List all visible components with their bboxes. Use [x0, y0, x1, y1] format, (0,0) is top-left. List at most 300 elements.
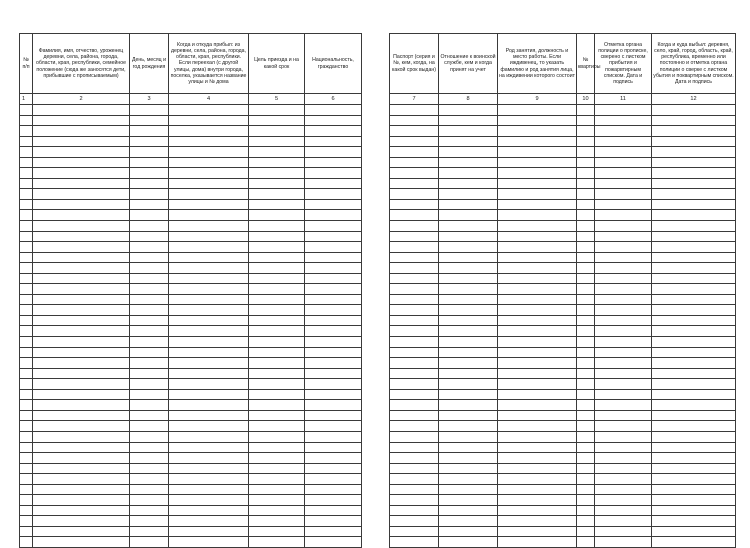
entry-cell: [390, 252, 439, 263]
entry-cell: [20, 358, 33, 369]
left-entry-row: [20, 379, 362, 390]
entry-cell: [577, 263, 595, 274]
entry-cell: [498, 210, 577, 221]
entry-cell: [439, 410, 498, 421]
entry-cell: [498, 526, 577, 537]
entry-cell: [169, 231, 249, 242]
entry-cell: [169, 463, 249, 474]
entry-cell: [130, 442, 169, 453]
entry-cell: [652, 442, 736, 453]
entry-cell: [20, 210, 33, 221]
entry-cell: [390, 210, 439, 221]
right-entry-row: [390, 326, 736, 337]
entry-cell: [33, 115, 130, 126]
entry-cell: [577, 115, 595, 126]
entry-cell: [33, 495, 130, 506]
left-entry-row: [20, 315, 362, 326]
entry-cell: [169, 379, 249, 390]
entry-cell: [33, 368, 130, 379]
entry-cell: [595, 516, 652, 527]
entry-cell: [130, 284, 169, 295]
entry-cell: [390, 168, 439, 179]
left-entry-row: [20, 294, 362, 305]
entry-cell: [249, 136, 305, 147]
entry-cell: [249, 210, 305, 221]
right-entry-row: [390, 210, 736, 221]
entry-cell: [130, 221, 169, 232]
entry-cell: [33, 263, 130, 274]
entry-cell: [305, 189, 362, 200]
entry-cell: [33, 474, 130, 485]
entry-cell: [249, 410, 305, 421]
entry-cell: [498, 347, 577, 358]
entry-cell: [498, 410, 577, 421]
right-entry-row: [390, 315, 736, 326]
right-entry-row: [390, 442, 736, 453]
entry-cell: [305, 168, 362, 179]
entry-cell: [169, 157, 249, 168]
entry-cell: [390, 263, 439, 274]
entry-cell: [577, 273, 595, 284]
entry-cell: [595, 379, 652, 390]
entry-cell: [390, 400, 439, 411]
entry-cell: [439, 400, 498, 411]
entry-cell: [652, 431, 736, 442]
entry-cell: [130, 537, 169, 548]
right-entry-row: [390, 337, 736, 348]
entry-cell: [20, 537, 33, 548]
entry-cell: [577, 431, 595, 442]
entry-cell: [33, 305, 130, 316]
entry-cell: [20, 294, 33, 305]
entry-cell: [169, 189, 249, 200]
column-number: 9: [498, 94, 577, 105]
entry-cell: [577, 474, 595, 485]
entry-cell: [130, 147, 169, 158]
entry-cell: [33, 157, 130, 168]
entry-cell: [169, 199, 249, 210]
entry-cell: [577, 105, 595, 116]
right-entry-row: [390, 389, 736, 400]
entry-cell: [390, 537, 439, 548]
entry-cell: [305, 284, 362, 295]
entry-cell: [577, 410, 595, 421]
entry-cell: [169, 252, 249, 263]
entry-cell: [20, 400, 33, 411]
right-entry-row: [390, 242, 736, 253]
right-entry-row: [390, 294, 736, 305]
entry-cell: [652, 221, 736, 232]
left-entry-row: [20, 495, 362, 506]
entry-cell: [305, 368, 362, 379]
header-passport: Паспорт (серия и №, кем, когда, на какой срок выдан): [390, 34, 439, 94]
entry-cell: [169, 421, 249, 432]
entry-cell: [595, 199, 652, 210]
entry-cell: [20, 242, 33, 253]
entry-cell: [249, 358, 305, 369]
right-column-number-row: [390, 94, 736, 105]
entry-cell: [652, 136, 736, 147]
entry-cell: [33, 126, 130, 137]
right-entry-row: [390, 379, 736, 390]
entry-cell: [390, 421, 439, 432]
entry-cell: [577, 358, 595, 369]
entry-cell: [498, 157, 577, 168]
entry-cell: [595, 442, 652, 453]
entry-cell: [498, 189, 577, 200]
entry-cell: [439, 231, 498, 242]
entry-cell: [498, 379, 577, 390]
entry-cell: [33, 294, 130, 305]
entry-cell: [652, 115, 736, 126]
entry-cell: [652, 389, 736, 400]
entry-cell: [652, 147, 736, 158]
entry-cell: [130, 157, 169, 168]
entry-cell: [20, 389, 33, 400]
entry-cell: [652, 337, 736, 348]
entry-cell: [652, 252, 736, 263]
entry-cell: [33, 505, 130, 516]
entry-cell: [439, 505, 498, 516]
entry-cell: [169, 537, 249, 548]
entry-cell: [169, 347, 249, 358]
entry-cell: [595, 147, 652, 158]
entry-cell: [498, 453, 577, 464]
entry-cell: [595, 495, 652, 506]
entry-cell: [390, 453, 439, 464]
entry-cell: [439, 326, 498, 337]
left-column-number-row: [20, 94, 362, 105]
entry-cell: [33, 199, 130, 210]
entry-cell: [249, 379, 305, 390]
entry-cell: [577, 294, 595, 305]
entry-cell: [439, 474, 498, 485]
entry-cell: [20, 368, 33, 379]
left-entry-row: [20, 368, 362, 379]
entry-cell: [439, 389, 498, 400]
entry-cell: [169, 389, 249, 400]
entry-cell: [20, 199, 33, 210]
entry-cell: [577, 242, 595, 253]
entry-cell: [577, 505, 595, 516]
entry-cell: [652, 347, 736, 358]
entry-cell: [33, 431, 130, 442]
entry-cell: [390, 495, 439, 506]
entry-cell: [390, 516, 439, 527]
entry-cell: [595, 305, 652, 316]
entry-cell: [652, 410, 736, 421]
entry-cell: [652, 368, 736, 379]
entry-cell: [169, 263, 249, 274]
entry-cell: [130, 326, 169, 337]
entry-cell: [439, 178, 498, 189]
entry-cell: [577, 516, 595, 527]
entry-cell: [249, 526, 305, 537]
entry-cell: [390, 115, 439, 126]
entry-cell: [20, 315, 33, 326]
left-entry-row: [20, 431, 362, 442]
right-entry-row: [390, 463, 736, 474]
left-entry-row: [20, 516, 362, 527]
entry-cell: [169, 453, 249, 464]
entry-cell: [130, 421, 169, 432]
header-occupation: Род занятия, должность и место работы. Если иждивенец, то указать фамилию и род занятия лица, на иждивении которого состоит: [498, 34, 577, 94]
entry-cell: [169, 273, 249, 284]
entry-cell: [249, 115, 305, 126]
entry-cell: [577, 210, 595, 221]
entry-cell: [595, 105, 652, 116]
entry-cell: [498, 294, 577, 305]
entry-cell: [595, 526, 652, 537]
left-entry-row: [20, 178, 362, 189]
entry-cell: [20, 505, 33, 516]
left-entry-row: [20, 210, 362, 221]
entry-cell: [130, 453, 169, 464]
entry-cell: [577, 379, 595, 390]
entry-cell: [305, 463, 362, 474]
entry-cell: [577, 168, 595, 179]
entry-cell: [390, 199, 439, 210]
entry-cell: [652, 463, 736, 474]
entry-cell: [20, 484, 33, 495]
entry-cell: [33, 516, 130, 527]
entry-cell: [33, 136, 130, 147]
entry-cell: [249, 126, 305, 137]
entry-cell: [249, 453, 305, 464]
entry-cell: [249, 305, 305, 316]
entry-cell: [249, 484, 305, 495]
entry-cell: [498, 474, 577, 485]
right-entry-row: [390, 105, 736, 116]
entry-cell: [577, 284, 595, 295]
entry-cell: [595, 136, 652, 147]
entry-cell: [249, 337, 305, 348]
entry-cell: [652, 178, 736, 189]
entry-cell: [20, 136, 33, 147]
entry-cell: [130, 347, 169, 358]
right-entry-row: [390, 358, 736, 369]
entry-cell: [439, 453, 498, 464]
entry-cell: [652, 516, 736, 527]
entry-cell: [169, 210, 249, 221]
entry-cell: [33, 337, 130, 348]
entry-cell: [305, 210, 362, 221]
right-entry-row: [390, 400, 736, 411]
entry-cell: [498, 263, 577, 274]
entry-cell: [577, 347, 595, 358]
entry-cell: [130, 484, 169, 495]
entry-cell: [33, 210, 130, 221]
entry-cell: [577, 221, 595, 232]
entry-cell: [169, 431, 249, 442]
entry-cell: [305, 315, 362, 326]
entry-cell: [439, 126, 498, 137]
entry-cell: [33, 168, 130, 179]
entry-cell: [33, 484, 130, 495]
entry-cell: [439, 210, 498, 221]
entry-cell: [305, 273, 362, 284]
entry-cell: [305, 379, 362, 390]
entry-cell: [20, 516, 33, 527]
entry-cell: [169, 526, 249, 537]
entry-cell: [652, 157, 736, 168]
entry-cell: [652, 526, 736, 537]
entry-cell: [390, 431, 439, 442]
entry-cell: [577, 537, 595, 548]
entry-cell: [439, 105, 498, 116]
entry-cell: [20, 147, 33, 158]
entry-cell: [439, 115, 498, 126]
entry-cell: [305, 389, 362, 400]
entry-cell: [577, 484, 595, 495]
right-entry-row: [390, 221, 736, 232]
left-entry-row: [20, 273, 362, 284]
entry-cell: [652, 284, 736, 295]
entry-cell: [169, 516, 249, 527]
entry-cell: [595, 358, 652, 369]
entry-cell: [390, 337, 439, 348]
entry-cell: [652, 126, 736, 137]
entry-cell: [439, 189, 498, 200]
header-arrival-from: Когда и откуда прибыл: из деревни, села, района, города, области, края, республики. Если переехал (с другой улицы, дома) внутри города, поселка, указывается название улицы и № дома: [169, 34, 249, 94]
left-register-page: [19, 33, 361, 548]
entry-cell: [305, 410, 362, 421]
entry-cell: [595, 263, 652, 274]
entry-cell: [249, 147, 305, 158]
column-number: 12: [652, 94, 736, 105]
entry-cell: [595, 284, 652, 295]
entry-cell: [390, 136, 439, 147]
entry-cell: [20, 379, 33, 390]
left-entry-row: [20, 484, 362, 495]
entry-cell: [169, 400, 249, 411]
entry-cell: [169, 242, 249, 253]
right-entry-row: [390, 453, 736, 464]
left-entry-row: [20, 505, 362, 516]
entry-cell: [439, 263, 498, 274]
left-entry-row: [20, 157, 362, 168]
entry-cell: [595, 410, 652, 421]
entry-cell: [390, 178, 439, 189]
entry-cell: [390, 442, 439, 453]
left-entry-row: [20, 421, 362, 432]
entry-cell: [249, 199, 305, 210]
entry-cell: [20, 284, 33, 295]
entry-cell: [439, 157, 498, 168]
entry-cell: [498, 400, 577, 411]
entry-cell: [33, 189, 130, 200]
entry-cell: [498, 147, 577, 158]
entry-cell: [595, 400, 652, 411]
entry-cell: [305, 484, 362, 495]
entry-cell: [305, 263, 362, 274]
entry-cell: [130, 126, 169, 137]
left-entry-row: [20, 126, 362, 137]
entry-cell: [577, 252, 595, 263]
entry-cell: [33, 379, 130, 390]
left-entry-row: [20, 199, 362, 210]
entry-cell: [33, 231, 130, 242]
entry-cell: [33, 273, 130, 284]
entry-cell: [577, 421, 595, 432]
entry-cell: [130, 474, 169, 485]
right-entry-row: [390, 368, 736, 379]
entry-cell: [130, 315, 169, 326]
entry-cell: [652, 210, 736, 221]
entry-cell: [130, 358, 169, 369]
entry-cell: [595, 347, 652, 358]
entry-cell: [33, 389, 130, 400]
entry-cell: [595, 421, 652, 432]
entry-cell: [249, 242, 305, 253]
entry-cell: [130, 231, 169, 242]
entry-cell: [577, 157, 595, 168]
entry-cell: [439, 421, 498, 432]
entry-cell: [390, 474, 439, 485]
entry-cell: [130, 168, 169, 179]
entry-cell: [20, 263, 33, 274]
entry-cell: [595, 315, 652, 326]
entry-cell: [577, 442, 595, 453]
entry-cell: [595, 337, 652, 348]
entry-cell: [130, 526, 169, 537]
entry-cell: [595, 189, 652, 200]
entry-cell: [498, 273, 577, 284]
entry-cell: [169, 315, 249, 326]
right-entry-row: [390, 516, 736, 527]
right-entry-row: [390, 495, 736, 506]
entry-cell: [33, 221, 130, 232]
entry-cell: [249, 252, 305, 263]
entry-cell: [439, 305, 498, 316]
entry-cell: [498, 199, 577, 210]
entry-cell: [498, 337, 577, 348]
column-number: 4: [169, 94, 249, 105]
entry-cell: [498, 284, 577, 295]
entry-cell: [169, 410, 249, 421]
entry-cell: [577, 126, 595, 137]
entry-cell: [652, 400, 736, 411]
entry-cell: [169, 337, 249, 348]
entry-cell: [33, 442, 130, 453]
entry-cell: [249, 157, 305, 168]
entry-cell: [390, 273, 439, 284]
entry-cell: [130, 242, 169, 253]
entry-cell: [595, 326, 652, 337]
entry-cell: [33, 537, 130, 548]
left-entry-row: [20, 305, 362, 316]
entry-cell: [130, 294, 169, 305]
entry-cell: [169, 495, 249, 506]
entry-cell: [577, 326, 595, 337]
left-header-row: [20, 34, 362, 94]
entry-cell: [498, 389, 577, 400]
entry-cell: [169, 505, 249, 516]
entry-cell: [130, 505, 169, 516]
column-number: 10: [577, 94, 595, 105]
entry-cell: [390, 410, 439, 421]
entry-cell: [169, 115, 249, 126]
entry-cell: [390, 221, 439, 232]
entry-cell: [249, 263, 305, 274]
entry-cell: [305, 453, 362, 464]
entry-cell: [577, 189, 595, 200]
entry-cell: [439, 199, 498, 210]
entry-cell: [33, 421, 130, 432]
entry-cell: [652, 484, 736, 495]
entry-cell: [305, 305, 362, 316]
entry-cell: [130, 463, 169, 474]
